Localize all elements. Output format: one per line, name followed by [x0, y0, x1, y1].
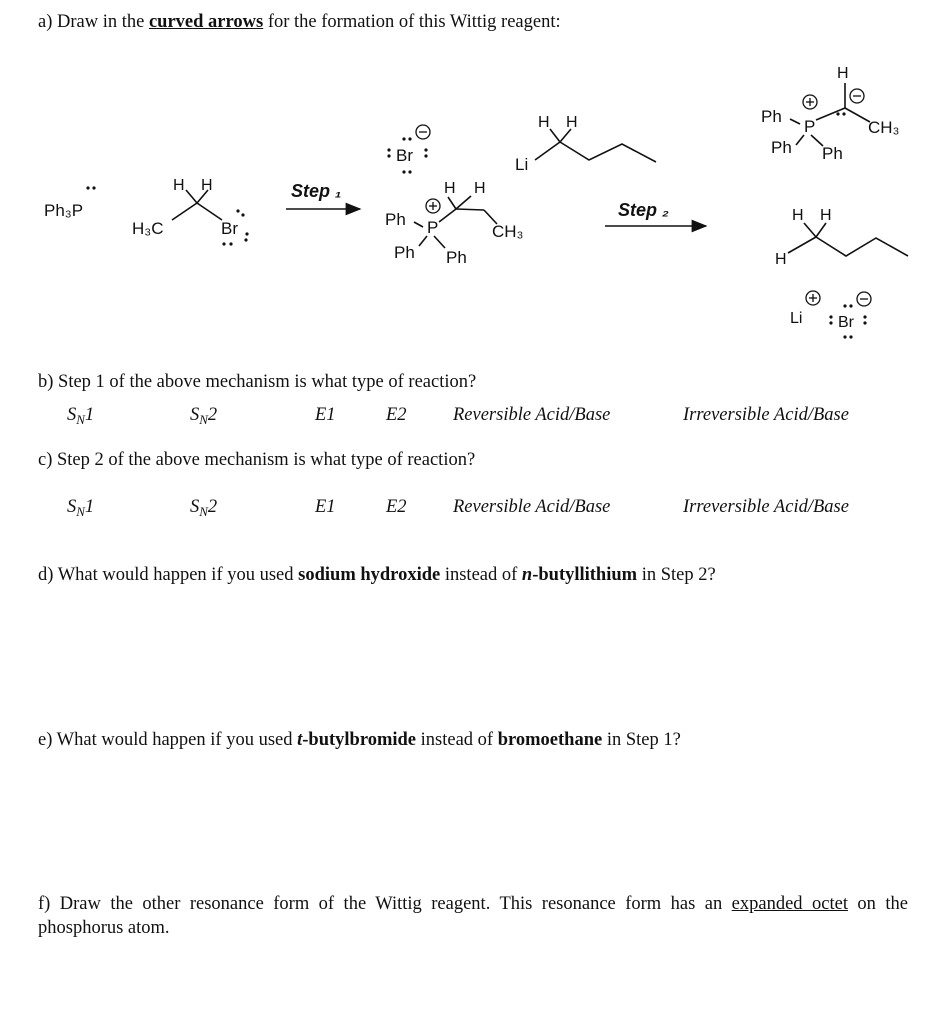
n-butyllithium: [515, 114, 656, 174]
question-f-part2: on the phosphorus atom.: [38, 894, 908, 938]
question-e: [38, 728, 681, 752]
option-reversible-acid-base[interactable]: Reversible Acid/Base: [453, 497, 611, 517]
question-d-part2: instead of: [440, 565, 522, 585]
option-sn1[interactable]: $S_N1$: [67, 497, 95, 519]
question-d-part3: in Step 2?: [637, 565, 716, 585]
ylide-ch3: CH₃: [868, 118, 900, 137]
option-sn2[interactable]: $S_N2$: [190, 405, 218, 427]
question-a-emphasis: curved arrows: [148, 12, 264, 32]
svg-text:Ph₃P: [44, 201, 83, 220]
option-e1[interactable]: E1: [315, 497, 336, 517]
ylide-ph-bottom-left: Ph: [771, 138, 792, 157]
question-e-bold1: t: [297, 730, 303, 750]
question-f: [38, 892, 908, 940]
bromide-label: Br: [396, 146, 413, 165]
ph3p-label: Ph₃P: [44, 201, 84, 220]
step-1-label: Step ₁: [291, 181, 342, 201]
option-irreversible-acid-base[interactable]: Irreversible Acid/Base: [683, 405, 849, 425]
step-2-arrow: [605, 200, 706, 226]
wittig-mechanism-diagram: [0, 40, 948, 350]
butane-h1: H: [792, 207, 804, 224]
question-d: [38, 563, 716, 587]
option-irreversible-acid-base[interactable]: Irreversible Acid/Base: [683, 497, 849, 517]
butyllithium-li: Li: [515, 155, 529, 174]
option-reversible-acid-base[interactable]: Reversible Acid/Base: [453, 405, 611, 425]
phosphonium-ph-bottom-left: Ph: [394, 243, 415, 262]
bromoethane-br: Br: [221, 219, 238, 238]
question-e-part1: e) What would happen if you used: [38, 730, 298, 750]
question-a: [38, 10, 561, 34]
bromide-anion: [387, 125, 430, 174]
lithium-bromide: [790, 291, 871, 339]
butane-h-left: H: [775, 251, 787, 268]
question-a-suffix: for the formation of this Wittig reagent:: [263, 12, 561, 32]
question-d-bold1: sodium hydroxide: [298, 565, 441, 585]
triphenylphosphine: [44, 186, 96, 220]
step-2-label: Step ₂: [618, 200, 669, 220]
bromide-ion-label: Br: [838, 314, 854, 331]
question-d-part1: d) What would happen if you used: [38, 565, 299, 585]
phosphonium-p: P: [427, 218, 439, 237]
ylide-ph-left: Ph: [761, 107, 782, 126]
question-f-part1: f) Draw the other resonance form of the Wittig reagent. This resonance form has an: [38, 894, 732, 914]
butane: [775, 207, 908, 268]
option-sn1[interactable]: $S_N1$: [67, 405, 95, 427]
question-d-bold2: n: [521, 565, 533, 585]
option-e2[interactable]: E2: [386, 497, 407, 517]
bromoethane: [132, 177, 249, 246]
question-e-part2: instead of: [416, 730, 498, 750]
question-b: b) Step 1 of the above mechanism is what type of reaction?: [38, 372, 477, 392]
phosphonium-ch3: CH₃: [492, 222, 524, 241]
bromoethane-h1: H: [173, 177, 185, 194]
butyllithium-h2: H: [566, 114, 578, 131]
question-a-prefix: a) Draw in the: [38, 12, 149, 32]
question-f-underline: expanded octet: [731, 894, 848, 914]
phosphonium-ph-bottom-right: Ph: [446, 248, 467, 267]
option-e1[interactable]: E1: [315, 405, 336, 425]
phosphonium-ylide: [761, 65, 899, 163]
question-c: c) Step 2 of the above mechanism is what type of reaction?: [38, 450, 476, 470]
question-e-bold2: -butylbromide: [302, 730, 417, 750]
option-e2[interactable]: E2: [386, 405, 407, 425]
phosphonium-h1: H: [444, 180, 456, 197]
lithium-label: Li: [790, 310, 803, 327]
h3c-label: H₃C: [132, 219, 164, 238]
question-d-bold3: -butyllithium: [532, 565, 638, 585]
step-1-arrow: [286, 181, 360, 209]
butyllithium-h1: H: [538, 114, 550, 131]
option-sn2[interactable]: $S_N2$: [190, 497, 218, 519]
question-e-part3: in Step 1?: [602, 730, 681, 750]
ylide-p: P: [804, 117, 816, 136]
ylide-ph-bottom-right: Ph: [822, 144, 843, 163]
question-e-bold3: bromoethane: [497, 730, 603, 750]
bromoethane-h2: H: [201, 177, 213, 194]
phosphonium-ph-left: Ph: [385, 210, 406, 229]
phosphonium-h2: H: [474, 180, 486, 197]
butane-h2: H: [820, 207, 832, 224]
phosphonium-salt: [385, 180, 523, 267]
ylide-h-top: H: [837, 65, 849, 82]
